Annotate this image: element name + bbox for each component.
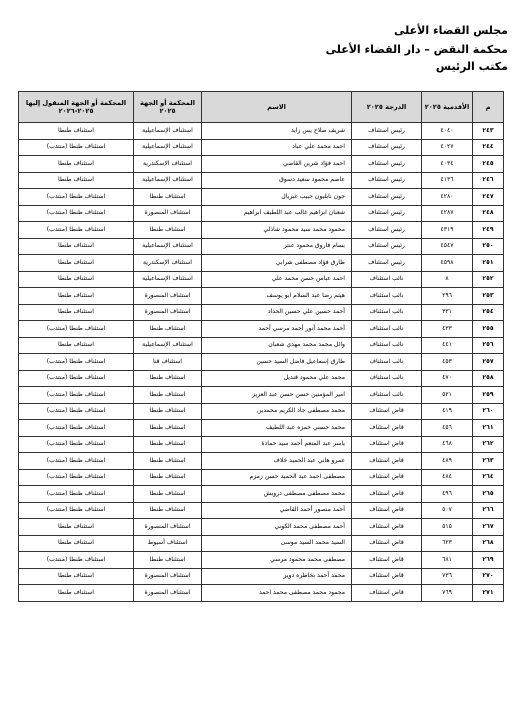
row-number-cell: ٢٤٣ — [473, 123, 504, 140]
seniority-cell: ٤٠٣٤ — [422, 156, 473, 173]
name-cell: مصطفى احمد عبد الحميد حسن زمزم — [202, 469, 352, 486]
court-cell: استئناف طنطا — [134, 453, 202, 470]
court-cell: استئناف قنا — [134, 354, 202, 371]
court-cell: استئناف طنطا — [134, 486, 202, 503]
col-header-seniority: الأقدمية ٢٠٢٥ — [422, 92, 473, 123]
grade-cell: قاض استئناف — [352, 519, 422, 536]
target-court-cell: استئناف طنطا — [19, 238, 134, 255]
target-court-cell: استئناف طنطا — [19, 156, 134, 173]
row-number-cell: ٢٧٠ — [473, 568, 504, 585]
name-cell: شعبان ابراهيم غالب عبد اللطيف ابراهيم — [202, 205, 352, 222]
grade-cell: رئيس استئناف — [352, 205, 422, 222]
table-row — [19, 535, 504, 552]
grade-cell: نائب استئناف — [352, 271, 422, 288]
table-row — [19, 321, 504, 338]
row-number-cell: ٢٦٧ — [473, 519, 504, 536]
col-header-target-court: المحكمة أو الجهة المنقول إليها ٢٠٢٥-٢٠٢٦ — [19, 92, 134, 123]
court-cell: استئناف المنصورة — [134, 568, 202, 585]
table-row — [19, 156, 504, 173]
target-court-cell: استئناف طنطا (منتدب) — [19, 321, 134, 338]
table-row — [19, 288, 504, 305]
row-number-cell: ٢٥٤ — [473, 304, 504, 321]
table-row — [19, 585, 504, 602]
seniority-cell: ٤٦٨ — [422, 436, 473, 453]
seniority-cell: ٧٣٦ — [422, 568, 473, 585]
target-court-cell: استئناف طنطا (منتدب) — [19, 403, 134, 420]
target-court-cell: استئناف طنطا — [19, 271, 134, 288]
name-cell: ياسر عبد المنعم أحمد سيد حمادة — [202, 436, 352, 453]
court-cell: استئناف المنصورة — [134, 585, 202, 602]
court-cell: استئناف طنطا — [134, 321, 202, 338]
table-row — [19, 354, 504, 371]
grade-cell: نائب استئناف — [352, 354, 422, 371]
seniority-cell: ٢٩٦ — [422, 288, 473, 305]
seniority-cell: ٨ — [422, 271, 473, 288]
court-cell: استئناف المنصورة — [134, 205, 202, 222]
court-title: محكمة النقض – دار القضاء الأعلى — [325, 43, 508, 56]
row-number-cell: ٢٦٣ — [473, 453, 504, 470]
court-cell: استئناف الإسماعيلية — [134, 139, 202, 156]
target-court-cell: استئناف طنطا (منتدب) — [19, 486, 134, 503]
name-cell: وائل محمد محمد مهدي شعبان — [202, 337, 352, 354]
target-court-cell: استئناف طنطا — [19, 535, 134, 552]
grade-cell: رئيس استئناف — [352, 156, 422, 173]
table-row — [19, 238, 504, 255]
court-cell: استئناف المنصورة — [134, 288, 202, 305]
grade-cell: قاض استئناف — [352, 535, 422, 552]
row-number-cell: ٢٧١ — [473, 585, 504, 602]
row-number-cell: ٢٤٨ — [473, 205, 504, 222]
grade-cell: نائب استئناف — [352, 304, 422, 321]
court-cell: استئناف أسيوط — [134, 535, 202, 552]
grade-cell: نائب استئناف — [352, 321, 422, 338]
grade-cell: قاض استئناف — [352, 403, 422, 420]
table-row — [19, 453, 504, 470]
table-row — [19, 568, 504, 585]
seniority-cell: ٤٨٩ — [422, 453, 473, 470]
seniority-cell: ٤٢٨٠ — [422, 189, 473, 206]
row-number-cell: ٢٤٥ — [473, 156, 504, 173]
target-court-cell: استئناف طنطا — [19, 519, 134, 536]
target-court-cell: استئناف طنطا (منتدب) — [19, 205, 134, 222]
row-number-cell: ٢٦٩ — [473, 552, 504, 569]
court-cell: استئناف طنطا — [134, 370, 202, 387]
court-cell: استئناف طنطا — [134, 387, 202, 404]
seniority-cell: ٤٧٠ — [422, 370, 473, 387]
court-cell: استئناف المنصورة — [134, 519, 202, 536]
name-cell: احمد عباس حسن محمد علي — [202, 271, 352, 288]
grade-cell: رئيس استئناف — [352, 139, 422, 156]
grade-cell: رئيس استئناف — [352, 172, 422, 189]
grade-cell: نائب استئناف — [352, 337, 422, 354]
grade-cell: رئيس استئناف — [352, 123, 422, 140]
row-number-cell: ٢٥٣ — [473, 288, 504, 305]
name-cell: محمد أحمد بخاطره دوير — [202, 568, 352, 585]
seniority-cell: ٤٠٤٠ — [422, 123, 473, 140]
table-row — [19, 420, 504, 437]
grade-cell: قاض استئناف — [352, 552, 422, 569]
col-header-name: الاسم — [202, 92, 352, 123]
table-row — [19, 271, 504, 288]
name-cell: محمد حسني حمزه عبد اللطيف — [202, 420, 352, 437]
row-number-cell: ٢٦٨ — [473, 535, 504, 552]
row-number-cell: ٢٥٩ — [473, 387, 504, 404]
council-title: مجلس القضاء الأعلى — [394, 24, 508, 37]
row-number-cell: ٢٥١ — [473, 255, 504, 272]
target-court-cell: استئناف طنطا (منتدب) — [19, 420, 134, 437]
table-row — [19, 436, 504, 453]
grade-cell: نائب استئناف — [352, 370, 422, 387]
document-header — [326, 12, 508, 73]
court-cell: استئناف المنصورة — [134, 304, 202, 321]
seniority-cell: ٤١٩ — [422, 403, 473, 420]
table-row — [19, 387, 504, 404]
grade-cell: رئيس استئناف — [352, 238, 422, 255]
target-court-cell: استئناف طنطا (منتدب) — [19, 370, 134, 387]
name-cell: السيد محمد السيد موسى — [202, 535, 352, 552]
row-number-cell: ٢٤٩ — [473, 222, 504, 239]
seniority-cell: ٥١٥ — [422, 519, 473, 536]
col-header-court: المحكمة أو الجهة ٢٠٢٥ — [134, 92, 202, 123]
seniority-cell: ٥٢١ — [422, 387, 473, 404]
row-number-cell: ٢٥٠ — [473, 238, 504, 255]
name-cell: جون نابليون حبيب غبريال — [202, 189, 352, 206]
seniority-cell: ٤٥٩٨ — [422, 255, 473, 272]
target-court-cell: استئناف طنطا (منتدب) — [19, 502, 134, 519]
table-body — [19, 123, 504, 602]
table-header-row — [19, 92, 504, 123]
name-cell: أحمد محمد أنور أحمد مرسي أحمد — [202, 321, 352, 338]
seniority-cell: ٣٣١ — [422, 304, 473, 321]
seniority-cell: ٤٣١٩ — [422, 222, 473, 239]
table-row — [19, 255, 504, 272]
name-cell: هيثم رضا عبد السلام ابو يوسف — [202, 288, 352, 305]
court-cell: استئناف طنطا — [134, 403, 202, 420]
row-number-cell: ٢٤٤ — [473, 139, 504, 156]
target-court-cell: استئناف طنطا (منتدب) — [19, 552, 134, 569]
seniority-cell: ٤٩٦ — [422, 486, 473, 503]
row-number-cell: ٢٥٦ — [473, 337, 504, 354]
name-cell: عمرو هاني عبد الحميد خلاف — [202, 453, 352, 470]
table-row — [19, 189, 504, 206]
court-cell: استئناف الإسماعيلية — [134, 172, 202, 189]
court-cell: استئناف الإسكندرية — [134, 255, 202, 272]
row-number-cell: ٢٥٢ — [473, 271, 504, 288]
target-court-cell: استئناف طنطا (منتدب) — [19, 469, 134, 486]
seniority-cell: ٤٣٣ — [422, 321, 473, 338]
seniority-cell: ٦٨١ — [422, 552, 473, 569]
name-cell: عاصم محمود سعيد دسوق — [202, 172, 352, 189]
seniority-cell: ٤٥٦ — [422, 420, 473, 437]
seniority-cell: ٤٥٣ — [422, 354, 473, 371]
grade-cell: قاض استئناف — [352, 585, 422, 602]
grade-cell: نائب استئناف — [352, 387, 422, 404]
table-row — [19, 337, 504, 354]
grade-cell: قاض استئناف — [352, 502, 422, 519]
court-cell: استئناف طنطا — [134, 189, 202, 206]
target-court-cell: استئناف طنطا (منتدب) — [19, 436, 134, 453]
name-cell: محمد علي محمود قنديل — [202, 370, 352, 387]
seniority-cell: ٥٠٧ — [422, 502, 473, 519]
table-row — [19, 370, 504, 387]
target-court-cell: استئناف طنطا (منتدب) — [19, 139, 134, 156]
row-number-cell: ٢٦٦ — [473, 502, 504, 519]
name-cell: أحمد منصور أحمد القاضي — [202, 502, 352, 519]
row-number-cell: ٢٥٥ — [473, 321, 504, 338]
row-number-cell: ٢٥٧ — [473, 354, 504, 371]
court-cell: استئناف الإسماعيلية — [134, 271, 202, 288]
name-cell: مصطفى محمد محمود مرسي — [202, 552, 352, 569]
court-cell: استئناف الإسماعيلية — [134, 123, 202, 140]
transfers-table — [18, 91, 504, 602]
seniority-cell: ٤٤١ — [422, 337, 473, 354]
table-row — [19, 403, 504, 420]
table-row — [19, 172, 504, 189]
court-cell: استئناف طنطا — [134, 469, 202, 486]
row-number-cell: ٢٥٨ — [473, 370, 504, 387]
name-cell: طارق فؤاد مصطفى شرابي — [202, 255, 352, 272]
court-cell: استئناف طنطا — [134, 436, 202, 453]
court-cell: استئناف الإسماعيلية — [134, 337, 202, 354]
court-cell: استئناف طنطا — [134, 502, 202, 519]
row-number-cell: ٢٦٤ — [473, 469, 504, 486]
row-number-cell: ٢٦٢ — [473, 436, 504, 453]
grade-cell: رئيس استئناف — [352, 255, 422, 272]
row-number-cell: ٢٦١ — [473, 420, 504, 437]
target-court-cell: استئناف طنطا — [19, 255, 134, 272]
seniority-cell: ٤١٣٦ — [422, 172, 473, 189]
grade-cell: رئيس استئناف — [352, 189, 422, 206]
name-cell: أحمد مصطفى محمد الكوني — [202, 519, 352, 536]
court-cell: استئناف طنطا — [134, 222, 202, 239]
target-court-cell: استئناف طنطا — [19, 304, 134, 321]
col-header-number: م — [473, 92, 504, 123]
seniority-cell: ٤٢٨٧ — [422, 205, 473, 222]
target-court-cell: استئناف طنطا — [19, 288, 134, 305]
name-cell: احمد محمد علي عباد — [202, 139, 352, 156]
target-court-cell: استئناف طنطا (منتدب) — [19, 354, 134, 371]
grade-cell: قاض استئناف — [352, 453, 422, 470]
row-number-cell: ٢٦٥ — [473, 486, 504, 503]
table-row — [19, 139, 504, 156]
row-number-cell: ٢٤٦ — [473, 172, 504, 189]
target-court-cell: استئناف طنطا (منتدب) — [19, 453, 134, 470]
seniority-cell: ٤٥٤٧ — [422, 238, 473, 255]
grade-cell: قاض استئناف — [352, 568, 422, 585]
target-court-cell: استئناف طنطا — [19, 568, 134, 585]
name-cell: بسام فاروق محمود عنتر — [202, 238, 352, 255]
target-court-cell: استئناف طنطا — [19, 585, 134, 602]
grade-cell: نائب استئناف — [352, 288, 422, 305]
grade-cell: قاض استئناف — [352, 436, 422, 453]
court-cell: استئناف الإسماعيلية — [134, 238, 202, 255]
office-title: مكتب الرئيس — [435, 60, 508, 73]
target-court-cell: استئناف طنطا — [19, 337, 134, 354]
table-row — [19, 486, 504, 503]
grade-cell: قاض استئناف — [352, 486, 422, 503]
table-row — [19, 519, 504, 536]
name-cell: محمود محمد سيد محمود شاذلي — [202, 222, 352, 239]
target-court-cell: استئناف طنطا (منتدب) — [19, 189, 134, 206]
seniority-cell: ٤٠٢٧ — [422, 139, 473, 156]
name-cell: محمد مصطفى مصطفى درويش — [202, 486, 352, 503]
target-court-cell: استئناف طنطا — [19, 123, 134, 140]
target-court-cell: استئناف طنطا (منتدب) — [19, 222, 134, 239]
name-cell: طارق إسماعيل فاضل السيد حسين — [202, 354, 352, 371]
court-cell: استئناف طنطا — [134, 420, 202, 437]
court-cell: استئناف الإسكندرية — [134, 156, 202, 173]
name-cell: احمد فؤاد شرين القاضي — [202, 156, 352, 173]
table-row — [19, 552, 504, 569]
row-number-cell: ٢٦٠ — [473, 403, 504, 420]
target-court-cell: استئناف طنطا — [19, 172, 134, 189]
table-row — [19, 502, 504, 519]
col-header-grade: الدرجة ٢٠٢٥ — [352, 92, 422, 123]
table-row — [19, 304, 504, 321]
name-cell: امير المؤمنين حسن حسن عبد العزيز — [202, 387, 352, 404]
seniority-cell: ٤٨٤ — [422, 469, 473, 486]
table-row — [19, 123, 504, 140]
grade-cell: قاض استئناف — [352, 469, 422, 486]
name-cell: محمد مصطفى جاد الكريم محمدين — [202, 403, 352, 420]
table-row — [19, 222, 504, 239]
grade-cell: قاض استئناف — [352, 420, 422, 437]
target-court-cell: استئناف طنطا (منتدب) — [19, 387, 134, 404]
name-cell: شريف صلاح يس زايد — [202, 123, 352, 140]
name-cell: محمود محمد مصطفى محمد احمد — [202, 585, 352, 602]
name-cell: أحمد حسين علي حسين الحداد — [202, 304, 352, 321]
table-row — [19, 469, 504, 486]
table-row — [19, 205, 504, 222]
grade-cell: رئيس استئناف — [352, 222, 422, 239]
court-cell: استئناف طنطا — [134, 552, 202, 569]
seniority-cell: ٦٢٣ — [422, 535, 473, 552]
seniority-cell: ٧٦٩ — [422, 585, 473, 602]
row-number-cell: ٢٤٧ — [473, 189, 504, 206]
